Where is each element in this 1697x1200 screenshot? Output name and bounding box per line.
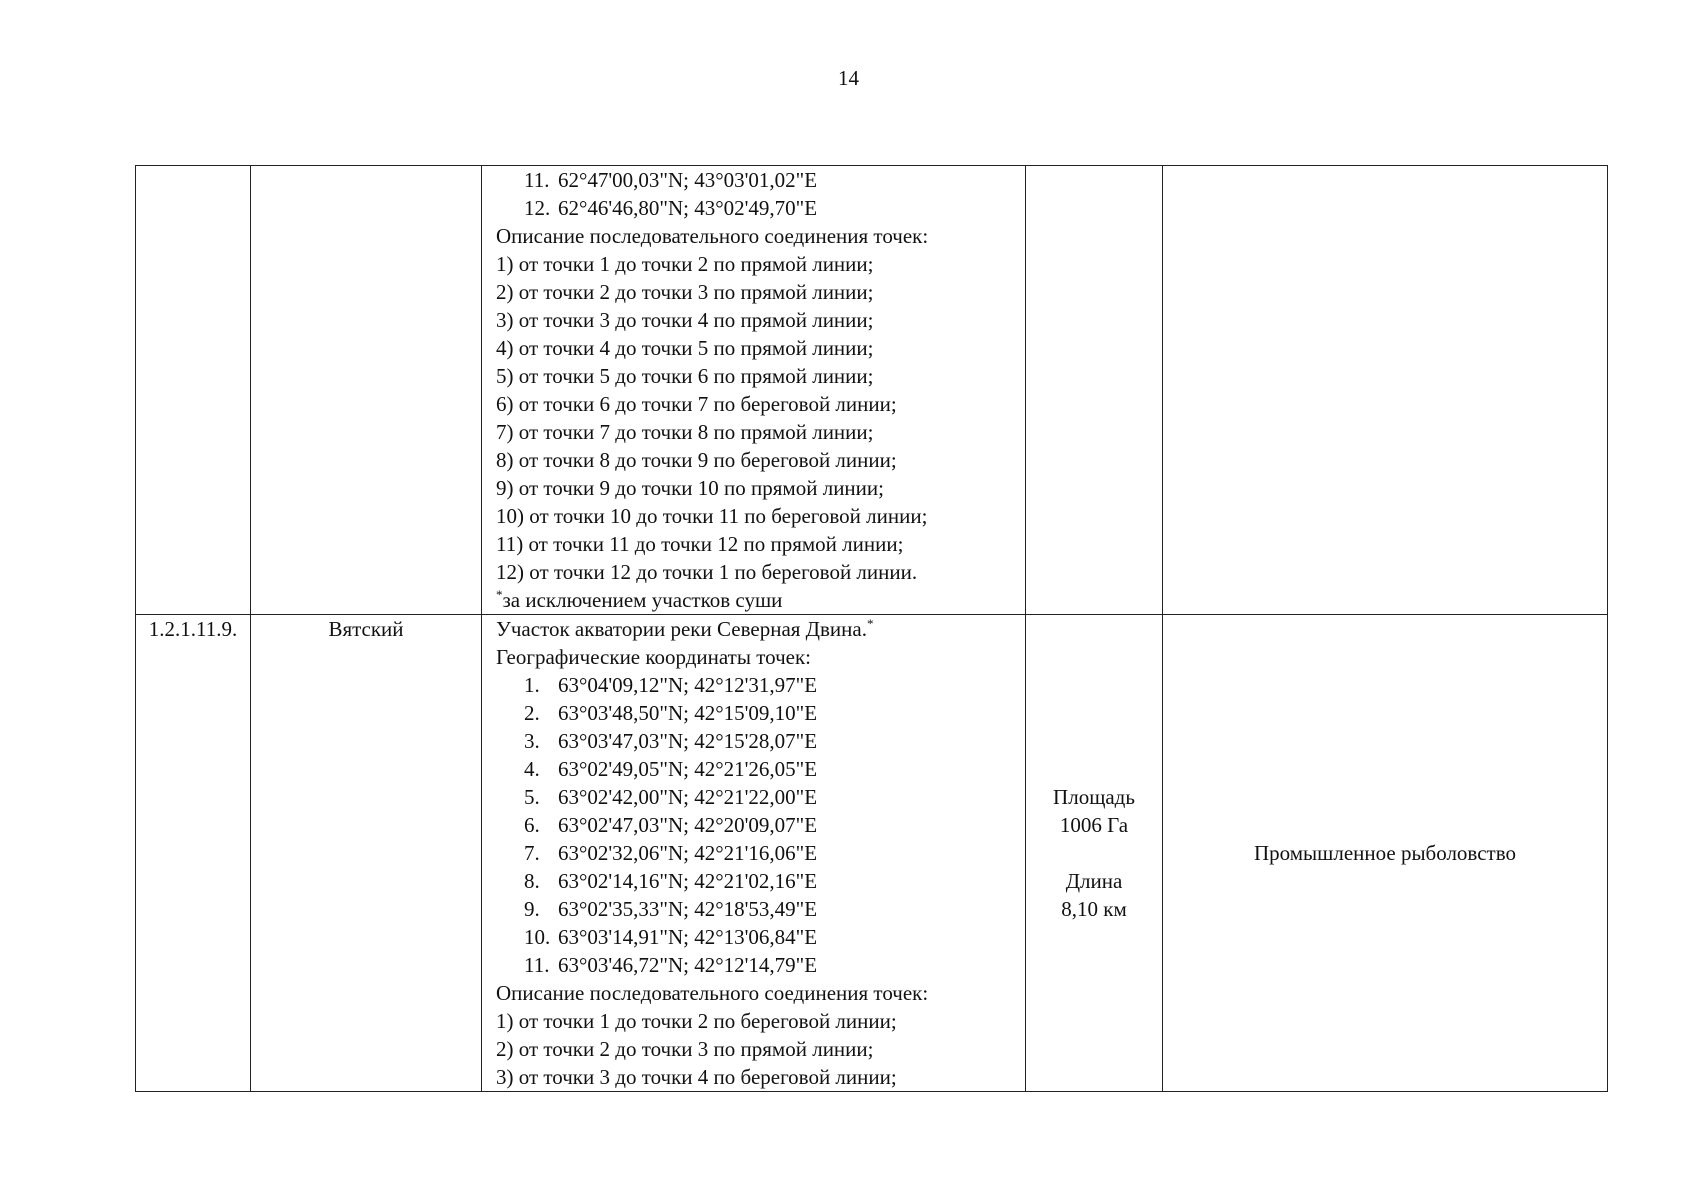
coordinate-item [496, 727, 1011, 755]
coordinate-value: 63°03'48,50"N; 42°15'09,10"E [558, 701, 818, 725]
coordinate-item [496, 811, 1011, 839]
page-number: 14 [838, 66, 859, 90]
coordinate-number: 2. [524, 701, 540, 725]
coordinate-value: 63°03'14,91"N; 42°13'06,84"E [558, 925, 818, 949]
coordinate-number: 10. [524, 925, 551, 949]
coordinate-number: 5. [524, 785, 540, 809]
coordinate-item [496, 783, 1011, 811]
row-number-cell [136, 166, 251, 615]
coordinate-value: 62°46'46,80"N; 43°02'49,70"E [558, 196, 818, 220]
coordinate-item [496, 194, 1011, 222]
row-description-cell [482, 615, 1026, 1092]
fishing-areas-table [135, 165, 1608, 1092]
coordinate-item [496, 923, 1011, 951]
connection-item: 11) от точки 11 до точки 12 по прямой линии; [496, 532, 904, 556]
connection-title: Описание последовательного соединения точек: [496, 224, 929, 248]
connection-title: Описание последовательного соединения точек: [496, 981, 929, 1005]
coordinate-value: 62°47'00,03"N; 43°03'01,02"E [558, 168, 818, 192]
coordinates-title: Географические координаты точек: [496, 645, 811, 669]
coordinate-number: 9. [524, 897, 540, 921]
row-use-cell [1163, 166, 1608, 615]
area-title-mark: * [866, 616, 874, 631]
coordinate-value: 63°03'47,03"N; 42°15'28,07"E [558, 729, 818, 753]
connection-item: 2) от точки 2 до точки 3 по прямой линии; [496, 1037, 874, 1061]
coordinate-item [496, 895, 1011, 923]
coordinate-number: 11. [524, 953, 550, 977]
coordinate-value: 63°02'49,05"N; 42°21'26,05"E [558, 757, 818, 781]
length-value: 8,10 км [1061, 897, 1127, 921]
area-title-text: Участок акватории реки Северная Двина. [496, 617, 867, 641]
size-spacer [1026, 839, 1162, 867]
footnote-mark: * [496, 587, 503, 602]
table-row [136, 615, 1608, 1092]
connection-item: 3) от точки 3 до точки 4 по прямой линии; [496, 308, 874, 332]
coordinate-number: 8. [524, 869, 540, 893]
connection-item: 2) от точки 2 до точки 3 по прямой линии; [496, 280, 874, 304]
row-description-cell [482, 166, 1026, 615]
area-label: Площадь [1053, 785, 1135, 809]
row-size-cell [1026, 615, 1163, 1092]
coordinate-number: 6. [524, 813, 540, 837]
connection-item: 1) от точки 1 до точки 2 по береговой линии; [496, 1009, 897, 1033]
coordinate-item [496, 839, 1011, 867]
connection-item: 12) от точки 12 до точки 1 по береговой линии. [496, 560, 918, 584]
area-value: 1006 Га [1059, 813, 1129, 837]
connection-item: 10) от точки 10 до точки 11 по береговой линии; [496, 504, 928, 528]
coordinate-value: 63°02'42,00"N; 42°21'22,00"E [558, 785, 818, 809]
row-name-cell: Вятский [251, 615, 482, 1092]
connection-item: 9) от точки 9 до точки 10 по прямой линии; [496, 476, 884, 500]
coordinate-value: 63°02'14,16"N; 42°21'02,16"E [558, 869, 818, 893]
connection-item: 4) от точки 4 до точки 5 по прямой линии; [496, 336, 874, 360]
footnote-text: за исключением участков суши [502, 588, 783, 612]
row-size-cell [1026, 166, 1163, 615]
coordinate-value: 63°02'32,06"N; 42°21'16,06"E [558, 841, 818, 865]
coordinate-number: 4. [524, 757, 540, 781]
connections-list [496, 250, 1011, 586]
connection-item: 1) от точки 1 до точки 2 по прямой линии; [496, 252, 874, 276]
coordinate-item [496, 951, 1011, 979]
connection-item: 8) от точки 8 до точки 9 по береговой линии; [496, 448, 897, 472]
coordinate-number: 1. [524, 673, 540, 697]
coordinates-list [496, 166, 1011, 222]
coordinates-list [496, 671, 1011, 979]
row-name-cell [251, 166, 482, 615]
connection-item: 3) от точки 3 до точки 4 по береговой линии; [496, 1065, 897, 1089]
coordinate-value: 63°04'09,12"N; 42°12'31,97"E [558, 673, 818, 697]
row-use-cell: Промышленное рыболовство [1163, 615, 1608, 1092]
coordinate-item [496, 166, 1011, 194]
row-number-cell: 1.2.1.11.9. [136, 615, 251, 1092]
coordinate-number: 11. [524, 168, 550, 192]
coordinate-number: 3. [524, 729, 540, 753]
coordinate-number: 7. [524, 841, 540, 865]
coordinate-number: 12. [524, 196, 551, 220]
table-row [136, 166, 1608, 615]
connections-list [496, 1007, 1011, 1091]
coordinate-value: 63°03'46,72"N; 42°12'14,79"E [558, 953, 818, 977]
coordinate-item [496, 671, 1011, 699]
coordinate-item [496, 699, 1011, 727]
area-title [496, 615, 1011, 643]
coordinate-value: 63°02'35,33"N; 42°18'53,49"E [558, 897, 818, 921]
coordinate-value: 63°02'47,03"N; 42°20'09,07"E [558, 813, 818, 837]
connection-item: 6) от точки 6 до точки 7 по береговой линии; [496, 392, 897, 416]
coordinate-item [496, 755, 1011, 783]
connection-item: 5) от точки 5 до точки 6 по прямой линии; [496, 364, 874, 388]
connection-item: 7) от точки 7 до точки 8 по прямой линии; [496, 420, 874, 444]
coordinate-item [496, 867, 1011, 895]
footnote [496, 586, 1011, 614]
length-label: Длина [1065, 869, 1123, 893]
